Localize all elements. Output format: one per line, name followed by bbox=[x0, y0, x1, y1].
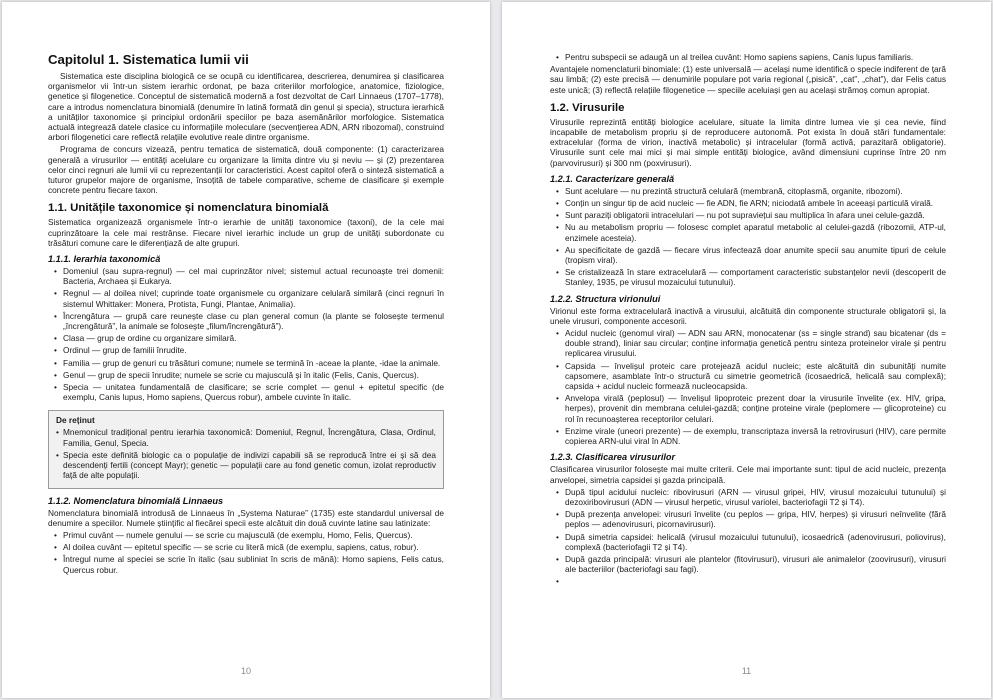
section-1-2-heading: 1.2. Virusurile bbox=[550, 101, 625, 114]
note-box-list bbox=[56, 427, 436, 480]
list-item: • Nu au metabolism propriu — folosesc complet aparatul metabolic al celulei-gazdă (ribozomii, ATP-ul, enzimele acesteia). bbox=[565, 222, 946, 242]
page-number: 11 bbox=[741, 666, 752, 676]
nomenclature-list bbox=[48, 530, 444, 575]
list-item: • După prezența anvelopei: virusuri învelite (cu peplos — gripa, HIV, herpes) și virusuri neînvelite (fără peplos — adenovirusuri, picornavirusuri). bbox=[565, 509, 946, 529]
list-item: • Familia — grup de genuri cu trăsături comune; numele se termină în -aceae la plante, -idae la animale. bbox=[63, 358, 444, 368]
list-item: • După simetria capsidei: helicală (virusul mozaicului tutunului), icosaedrică (adenovirusuri, poliovirus), complexă (bacteriofagii T2 și T4). bbox=[565, 532, 946, 552]
list-item: • Sunt acelulare — nu prezintă structură celulară (membrană, citoplasmă, organite, ribozomi). bbox=[565, 186, 946, 196]
virion-structure-list bbox=[550, 328, 946, 446]
list-item: • Ordinul — grup de familii înrudite. bbox=[63, 345, 444, 355]
list-item: • După tipul acidului nucleic: ribovirusuri (ARN — virusul gripei, HIV, virusul mozaicului tutunului) și dezoxiribovirusuri (ADN — virusul herpetic, virusul variolei, bacteriofagii T2 și T4). bbox=[565, 487, 946, 507]
list-item: • Domeniul (sau supra-regnul) — cel mai cuprinzător nivel; sistemul actual recunoaște trei domenii: Bacteria, Archaea și Eukarya. bbox=[63, 266, 444, 286]
intro-paragraph-2: Programa de concurs vizează, pentru tematica de sistematică, două componente: (1) caracterizarea generală a virusurilor — entități acelulare cu organizare la limita dintre viu și neviu — și (2) prezentarea celor cinci regnuri ale lumii vii cu reprezentanții lor caracteristici. Acest capitol oferă o sinteză sistematică a tuturor grupelor majore de organisme, însoțită de tabele comparative, scheme de clasificare și exemple concrete pentru fiecare taxon. bbox=[48, 144, 444, 196]
virus-characteristics-list bbox=[550, 186, 946, 288]
list-item: • Genul — grup de specii înrudite; numele se scrie cu majusculă și în italic (Felis, Canis, Quercus). bbox=[63, 370, 444, 380]
list-item: • Acidul nucleic (genomul viral) — ADN sau ARN, monocatenar (ss = single strand) sau bicatenar (ds = double strand), liniar sau circular; conține informația genetică pentru sinteza proteinelor virale și pentru replicarea virusului. bbox=[565, 328, 946, 359]
list-item: • Enzime virale (uneori prezente) — de exemplu, transcriptaza inversă la retrovirusuri (HIV), care permite copierea ARN-ului viral în ADN. bbox=[565, 426, 946, 446]
page-right bbox=[502, 2, 991, 698]
list-item: • Conțin un singur tip de acid nucleic — fie ADN, fie ARN; niciodată ambele în aceeași particulă virală. bbox=[565, 198, 946, 208]
list-item: • Capsida — învelișul proteic care protejează acidul nucleic; este alcătuită din subunități numite capsomere, asamblate într-o structură cu simetrie geometrică (icosaedrică, helicală sau complexă); capsida + acidul nucleic formează nucleocapsida. bbox=[565, 361, 946, 392]
virus-classification-list bbox=[550, 487, 946, 575]
section-1-2-1-heading: 1.2.1. Caracterizare generală bbox=[550, 173, 675, 184]
intro-paragraph-1: Sistematica este disciplina biologică ce se ocupă cu identificarea, descrierea, denumirea și clasificarea organismelor vii într-un sistem ierarhic ordonat, pe baza criteriilor morfologice, anatomice, fiziologice, genetice și filogenetice. Conceptul de sistematică modernă a fost dezvoltat de Carl Linnaeus (1707–1778), care a introdus nomenclatura binomială (denumire în latină formată din genul și specia), structura ierarhică a unităților taxonomice și principiul ordonării speciilor pe baza asemănărilor morfologice. Sistematica actuală integrează datele clasice cu informațiile moleculare (secvențierea ADN, ARN ribozomal), construind arbori filogenetici care reflectă relațiile evolutive reale dintre organisme. bbox=[48, 71, 444, 143]
list-item: • Sunt paraziți obligatorii intracelulari — nu pot supraviețui sau multiplica în afara unei celule-gazdă. bbox=[565, 210, 946, 220]
taxonomy-list bbox=[48, 266, 444, 402]
list-item: • Anvelopa virală (peplosul) — învelișul lipoproteic prezent doar la virusurile învelite (ex. HIV, gripa, herpes), provenit din membrana celulei-gazdă; conține proteine virale (peplomere — glicoproteine) cu rol în recunoașterea receptorilor celulari. bbox=[565, 393, 946, 424]
list-item: • Întregul nume al speciei se scrie în italic (sau subliniat în scris de mână): Homo sapiens, Felis catus, Quercus robur. bbox=[63, 554, 444, 574]
list-item: • Mnemonicul tradițional pentru ierarhia taxonomică: Domeniul, Regnul, Încrengătura, Clasa, Ordinul, Familia, Genul, Specia. bbox=[56, 427, 436, 447]
chapter-title: Capitolul 1. Sistematica lumii vii bbox=[48, 52, 249, 67]
section-1-1-2-paragraph: Nomenclatura binomială introdusă de Linnaeus în „Systema Naturae” (1735) este standardul universal de denumire a speciilor. Numele științific al fiecărei specii este alcătuit din două cuvinte latine sau latinizate: bbox=[48, 507, 444, 528]
note-box-title: De reținut bbox=[56, 415, 95, 426]
subspecies-list bbox=[550, 52, 946, 62]
section-1-2-2-paragraph: Virionul este forma extracelulară inactivă a virusului, alcătuită din componente structurale obligatorii și, la unele virusuri, componente accesorii. bbox=[550, 305, 946, 326]
advantages-paragraph: Avantajele nomenclaturii binomiale: (1) este universală — același nume identifică o specie indiferent de țară sau limbă; (2) este precisă — denumirile populare pot varia regional („pisică”, „cat”, „chat”), dar Felis catus este unică; (3) reflectă relațiile filogenetice — speciile aceluiași gen au același strămoș comun apropiat. bbox=[550, 64, 946, 95]
list-item: • Se cristalizează în stare extracelulară — comportament caracteristic substanțelor nevii (descoperit de Stanley, 1935, pe virusul mozaicului tutunului). bbox=[565, 267, 946, 287]
page-number: 10 bbox=[240, 666, 251, 676]
list-item: • Specia — unitatea fundamentală de clasificare; se scrie complet — genul + epitetul specific (de exemplu, Canis lupus, Homo sapiens, Quercus robur), ambele cuvinte în italic. bbox=[63, 382, 444, 402]
list-item: • După gazda principală: virusuri ale plantelor (fitovirusuri), virusuri ale animalelor (zoovirusuri), virusuri ale bacteriilor (bacteriofagi sau fagi). bbox=[565, 554, 946, 574]
list-item: • Au specificitate de gazdă — fiecare virus infectează doar anumite specii sau anumite tipuri de celule (tropism viral). bbox=[565, 245, 946, 265]
list-item: • Specia este definită biologic ca o populație de indivizi capabili să se reproducă între ei și să dea descendenți fertili (concept Mayr); genetic — populații care au fond genetic comun, izolat reproductiv față de alte populații. bbox=[56, 450, 436, 481]
list-item: • Clasa — grup de ordine cu organizare similară. bbox=[63, 333, 444, 343]
section-1-2-paragraph: Virusurile reprezintă entități biologice acelulare, situate la limita dintre lumea vie și cea nevie, fiind incapabile de metabolism propriu și de reproducere autonomă. Pot exista în două stări fundamentale: extracelular (forma de virion, inactivă metabolic) și intracelular (formă activă, parazitară obligatorie). Virusurile sunt cele mai mici și mai simple entități biologice, având dimensiuni cuprinse între 20 nm (parvovirusuri) și 300 nm (poxvirusuri). bbox=[550, 116, 946, 168]
section-1-1-2-heading: 1.1.2. Nomenclatura binomială Linnaeus bbox=[48, 495, 224, 506]
list-item: • Al doilea cuvânt — epitetul specific — se scrie cu literă mică (de exemplu, sapiens, catus, robur). bbox=[63, 542, 444, 552]
section-1-2-3-paragraph: Clasificarea virusurilor folosește mai multe criterii. Cele mai importante sunt: tipul de acid nucleic, prezența anvelopei, simetria capsidei și gazda principală. bbox=[550, 464, 946, 485]
section-1-1-1-heading: 1.1.1. Ierarhia taxonomică bbox=[48, 254, 161, 265]
section-1-1-heading: 1.1. Unitățile taxonomice și nomenclatura binomială bbox=[48, 202, 329, 215]
note-box bbox=[48, 410, 444, 488]
list-item: • Regnul — al doilea nivel; cuprinde toate organismele cu organizare celulară similară (cinci regnuri în sistemul Whittaker: Monera, Protista, Fungi, Plantae, Animalia). bbox=[63, 288, 444, 308]
list-item: • Primul cuvânt — numele genului — se scrie cu majusculă (de exemplu, Homo, Felis, Quercus). bbox=[63, 530, 444, 540]
page-left bbox=[2, 2, 490, 698]
section-1-2-2-heading: 1.2.2. Structura virionului bbox=[550, 293, 661, 304]
section-1-2-3-heading: 1.2.3. Clasificarea virusurilor bbox=[550, 452, 676, 463]
list-item: • Pentru subspecii se adaugă un al treilea cuvânt: Homo sapiens sapiens, Canis lupus familiaris. bbox=[565, 52, 946, 62]
list-item: • Încrengătura — grupă care reunește clase cu plan general comun (la plante se folosește termenul „încrengătură”, la animale se folosește „filum/încrengătură”). bbox=[63, 311, 444, 331]
section-1-1-paragraph: Sistematica organizează organismele într-o ierarhie de unități taxonomice (taxoni), de la cele mai cuprinzătoare la cele mai restrânse. Fiecare nivel ierarhic include un grup de unități subordonate cu trăsături comune care le diferențiază de alte grupuri. bbox=[48, 217, 444, 248]
